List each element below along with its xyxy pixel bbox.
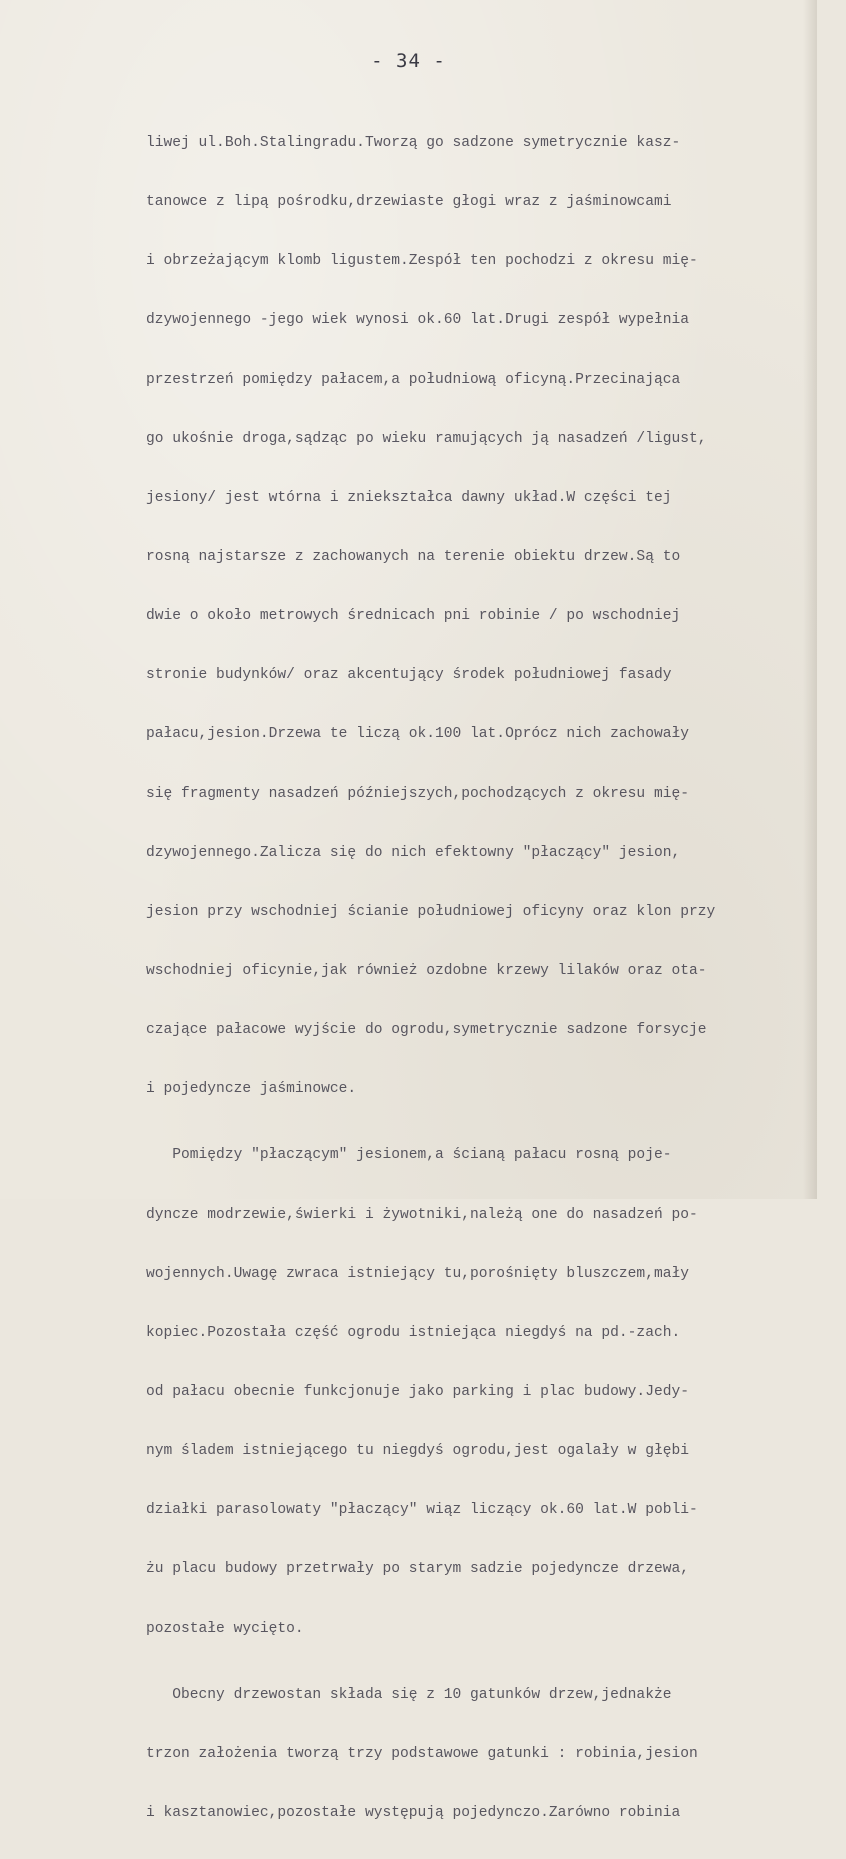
text-line: czające pałacowe wyjście do ogrodu,symetrycznie sadzone forsycje [146, 1022, 707, 1039]
text-line: od pałacu obecnie funkcjonuje jako parking i plac budowy.Jedy- [146, 1383, 689, 1400]
text-line: jesion przy wschodniej ścianie południowej oficyny oraz klon przy [146, 903, 716, 920]
text-line: go ukośnie droga,sądząc po wieku ramujących ją nasadzeń /ligust, [146, 430, 707, 447]
text-line: pozostałe wycięto. [146, 1620, 304, 1637]
text-line: wschodniej oficynie,jak również ozdobne krzewy lilaków oraz ota- [146, 962, 707, 979]
text-line: dzywojennego.Zalicza się do nich efektowny "płaczący" jesion, [146, 844, 681, 861]
paragraph-start-line: Pomiędzy "płaczącym" jesionem,a ścianą pałacu rosną poje- [146, 1147, 672, 1164]
paragraph-start-line: Obecny drzewostan składa się z 10 gatunków drzew,jednakże [146, 1686, 672, 1703]
text-line: wojennych.Uwagę zwraca istniejący tu,porośnięty bluszczem,mały [146, 1265, 689, 1282]
text-line: żu placu budowy przetrwały po starym sadzie pojedyncze drzewa, [146, 1561, 689, 1578]
text-line: dyncze modrzewie,świerki i żywotniki,należą one do nasadzeń po- [146, 1206, 698, 1223]
text-line: się fragmenty nasadzeń późniejszych,pochodzących z okresu mię- [146, 785, 689, 802]
text-line: kopiec.Pozostała część ogrodu istniejąca niegdyś na pd.-zach. [146, 1324, 681, 1341]
text-line: i pojedyncze jaśminowce. [146, 1081, 357, 1098]
text-line: stronie budynków/ oraz akcentujący środek południowej fasady [146, 667, 672, 684]
text-line: jesiony/ jest wtórna i zniekształca dawny układ.W części tej [146, 489, 672, 506]
text-line: rosną najstarsze z zachowanych na terenie obiektu drzew.Są to [146, 548, 681, 565]
text-line: i kasztanowiec,pozostałe występują pojedynczo.Zarówno robinia [146, 1804, 681, 1821]
text-line: pałacu,jesion.Drzewa te liczą ok.100 lat.Oprócz nich zachowały [146, 726, 689, 743]
text-line: trzon założenia tworzą trzy podstawowe gatunki : robinia,jesion [146, 1745, 698, 1762]
text-line: dwie o około metrowych średnicach pni robinie / po wschodniej [146, 608, 681, 625]
text-line: dzywojennego -jego wiek wynosi ok.60 lat.Drugi zespół wypełnia [146, 312, 689, 329]
typed-body-text [146, 98, 846, 1859]
text-line: działki parasolowaty "płaczący" wiąz liczący ok.60 lat.W pobli- [146, 1502, 698, 1519]
text-line: nym śladem istniejącego tu niegdyś ogrodu,jest ogalały w głębi [146, 1443, 689, 1460]
text-line: liwej ul.Boh.Stalingradu.Tworzą go sadzone symetrycznie kasz- [146, 135, 681, 151]
text-line: przestrzeń pomiędzy pałacem,a południową oficyną.Przecinająca [146, 371, 681, 388]
text-line: i obrzeżającym klomb ligustem.Zespół ten pochodzi z okresu mię- [146, 253, 698, 270]
text-line: tanowce z lipą pośrodku,drzewiaste głogi wraz z jaśminowcami [146, 194, 672, 211]
page-number: - 34 - [371, 50, 446, 72]
